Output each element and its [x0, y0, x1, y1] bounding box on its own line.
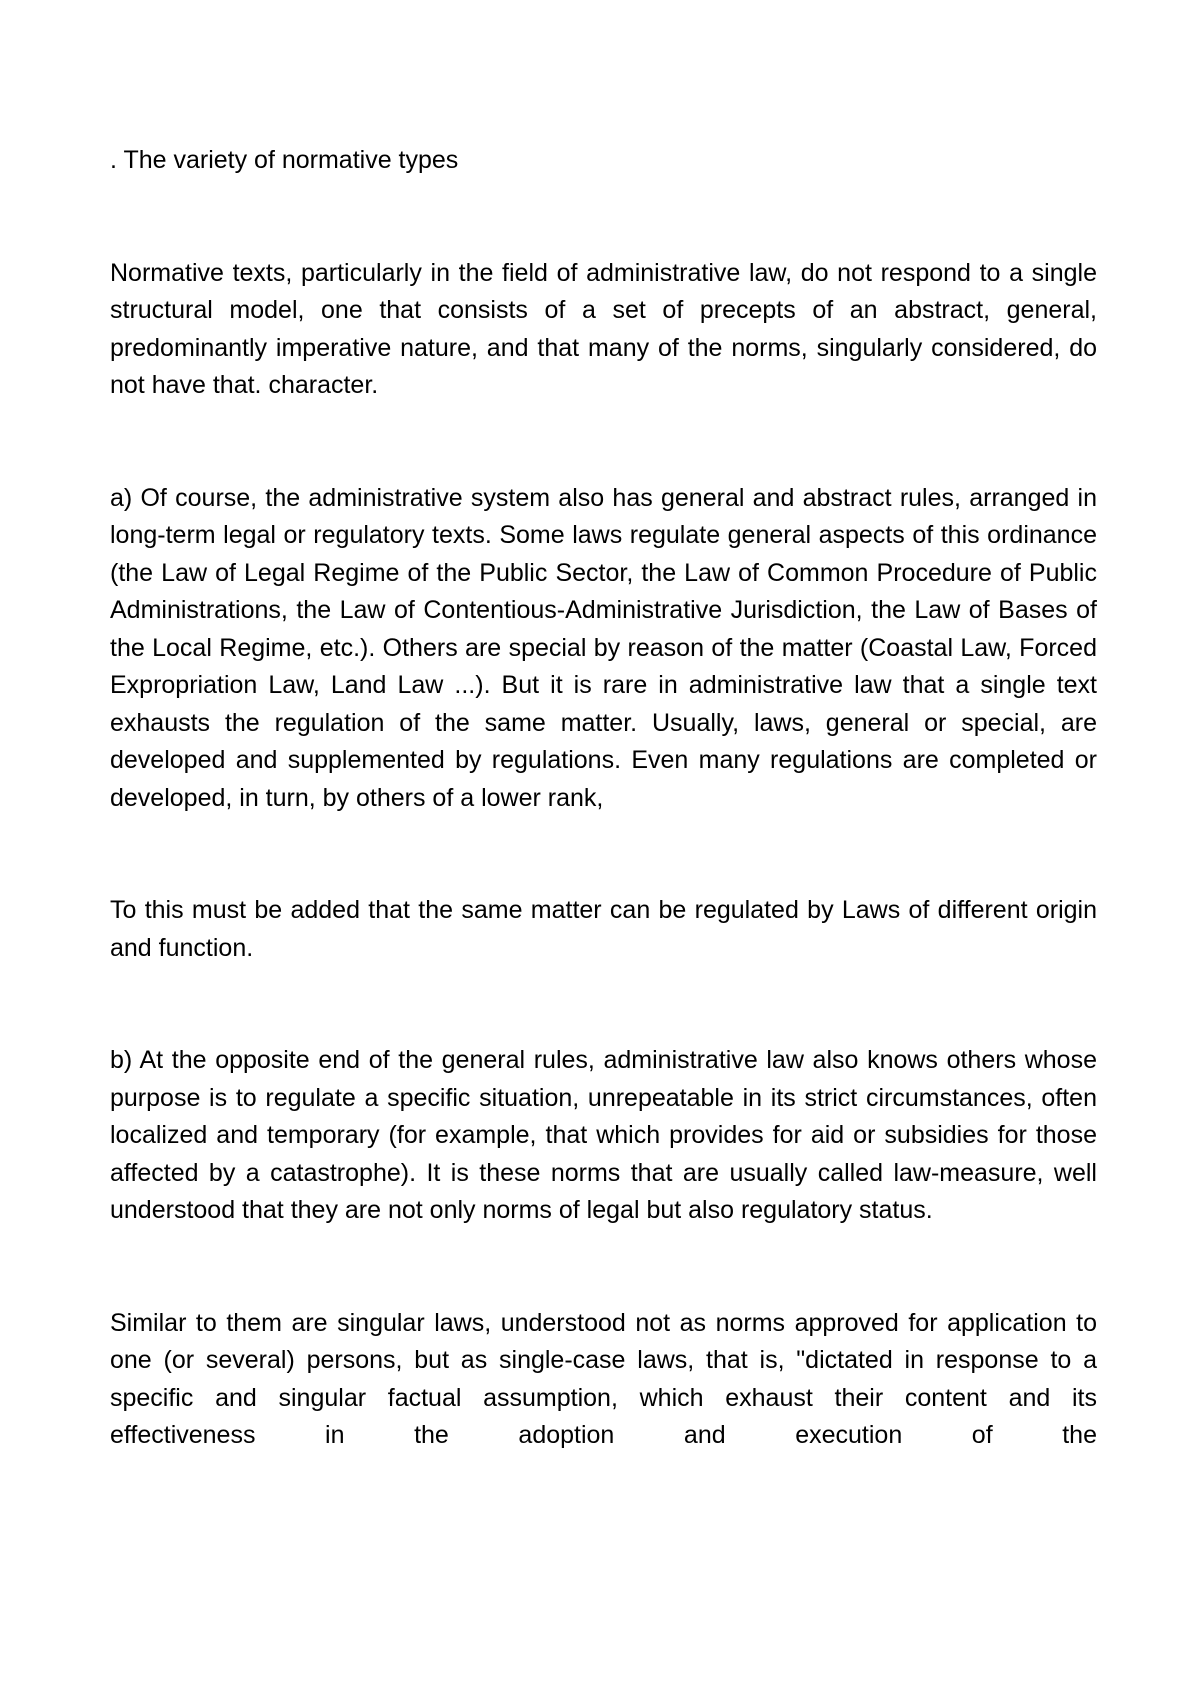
paragraph-b-specific-situation: b) At the opposite end of the general rules, administrative law also knows others whose purpose is to regulate a specific situation, unrepeatable in its strict circumstances, often localized and temporary (for example, that which provides for aid or subsidies for those affected by a catastrophe). It is these norms that are usually called law-measure, well understood that they are not only norms of legal but also regulatory status. — [110, 1046, 1097, 1224]
paragraph-singular-laws: Similar to them are singular laws, understood not as norms approved for application to one (or several) persons, but as single-case laws, that is, "dictated in response to a specific and singular factual assumption, which exhaust their content and its effectiveness in the adoption and execution of the — [110, 1308, 1097, 1449]
paragraph-a-general-rules: a) Of course, the administrative system also has general and abstract rules, arranged in long-term legal or regulatory texts. Some laws regulate general aspects of this ordinance (the Law of Legal Regime of the Public Sector, the Law of Common Procedure of Public Administrations, the Law of Contentious-Administrative Jurisdiction, the Law of Bases of the Local Regime, etc.). Others are special by reason of the matter (Coastal Law, Forced Expropriation Law, Land Law ...). But it is rare in administrative law that a single text exhausts the regulation of the same matter. Usually, laws, general or special, are developed and supplemented by regulations. Even many regulations are completed or developed, in turn, by others of a lower rank, — [110, 483, 1097, 812]
section-heading: . The variety of normative types — [110, 146, 459, 174]
paragraph-laws-different-origin: To this must be added that the same matter can be regulated by Laws of different origin and function. — [110, 896, 1097, 962]
document-body — [110, 142, 1097, 1455]
paragraph-normative-texts: Normative texts, particularly in the field of administrative law, do not respond to a single structural model, one that consists of a set of precepts of an abstract, general, predominantly imperative nature, and that many of the norms, singularly considered, do not have that. character. — [110, 258, 1097, 399]
